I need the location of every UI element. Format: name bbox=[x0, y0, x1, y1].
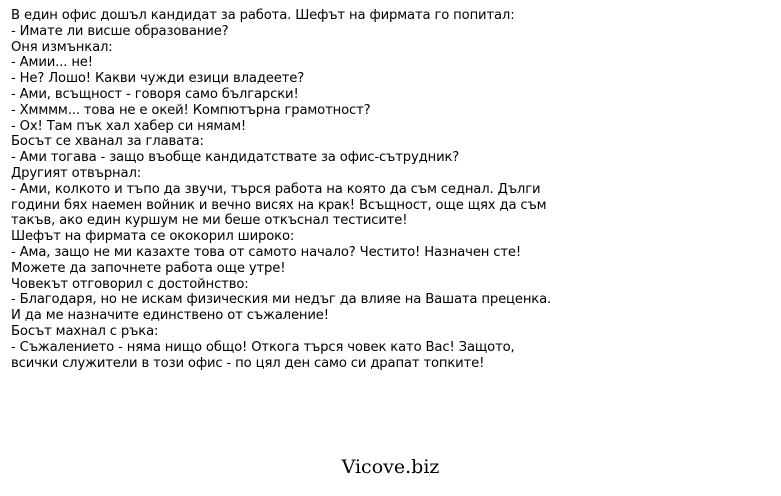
joke-line: - Съжалението - няма нищо общо! Откога търся човек като Вас! Защото, bbox=[11, 339, 515, 355]
joke-line: - Не? Лошо! Какви чужди езици владеете? bbox=[11, 71, 305, 87]
joke-line: - Имате ли висше образование? bbox=[11, 23, 229, 39]
joke-line: Босът се хванал за главата: bbox=[11, 134, 204, 150]
joke-line: - Амии... не! bbox=[11, 55, 93, 71]
joke-line: - Ами, всъщност - говоря само български! bbox=[11, 86, 299, 102]
joke-line: - Ама, защо не ми казахте това от самото начало? Честито! Назначен сте! bbox=[11, 244, 522, 260]
joke-line: - Хмммм... това не е окей! Компютърна грамотност? bbox=[11, 102, 371, 118]
joke-text bbox=[11, 8, 771, 371]
joke-line: Оня измънкал: bbox=[11, 39, 113, 55]
joke-line: Шефът на фирмата се ококорил широко: bbox=[11, 229, 295, 245]
joke-line: - Ох! Там пък хал хабер си нямам! bbox=[11, 118, 247, 134]
joke-line: Другият отвърнал: bbox=[11, 165, 142, 181]
joke-line: Можете да започнете работа още утре! bbox=[11, 260, 286, 276]
site-watermark: Vicove.biz bbox=[341, 456, 440, 478]
joke-line: - Благодаря, но не искам физическия ми недъг да влияе на Вашата преценка. bbox=[11, 292, 552, 308]
joke-line: В един офис дошъл кандидат за работа. Шефът на фирмата го попитал: bbox=[11, 8, 515, 23]
joke-line: Босът махнал с ръка: bbox=[11, 323, 159, 339]
joke-line: години бях наемен войник и вечно висях на крак! Всъщност, още щях да съм bbox=[11, 197, 547, 213]
joke-line: - Ами, колкото и тъпо да звучи, търся работа на която да съм седнал. Дълги bbox=[11, 181, 541, 197]
joke-line: Човекът отговорил с достойнство: bbox=[11, 276, 249, 292]
joke-line: всички служители в този офис - по цял ден само си драпат топките! bbox=[11, 355, 485, 371]
joke-line: - Ами тогава - защо въобще кандидатствате за офис-сътрудник? bbox=[11, 150, 460, 166]
joke-line: такъв, ако един куршум не ми беше откъснал тестисите! bbox=[11, 213, 408, 229]
joke-line: И да ме назначите единствено от съжаление! bbox=[11, 308, 329, 324]
